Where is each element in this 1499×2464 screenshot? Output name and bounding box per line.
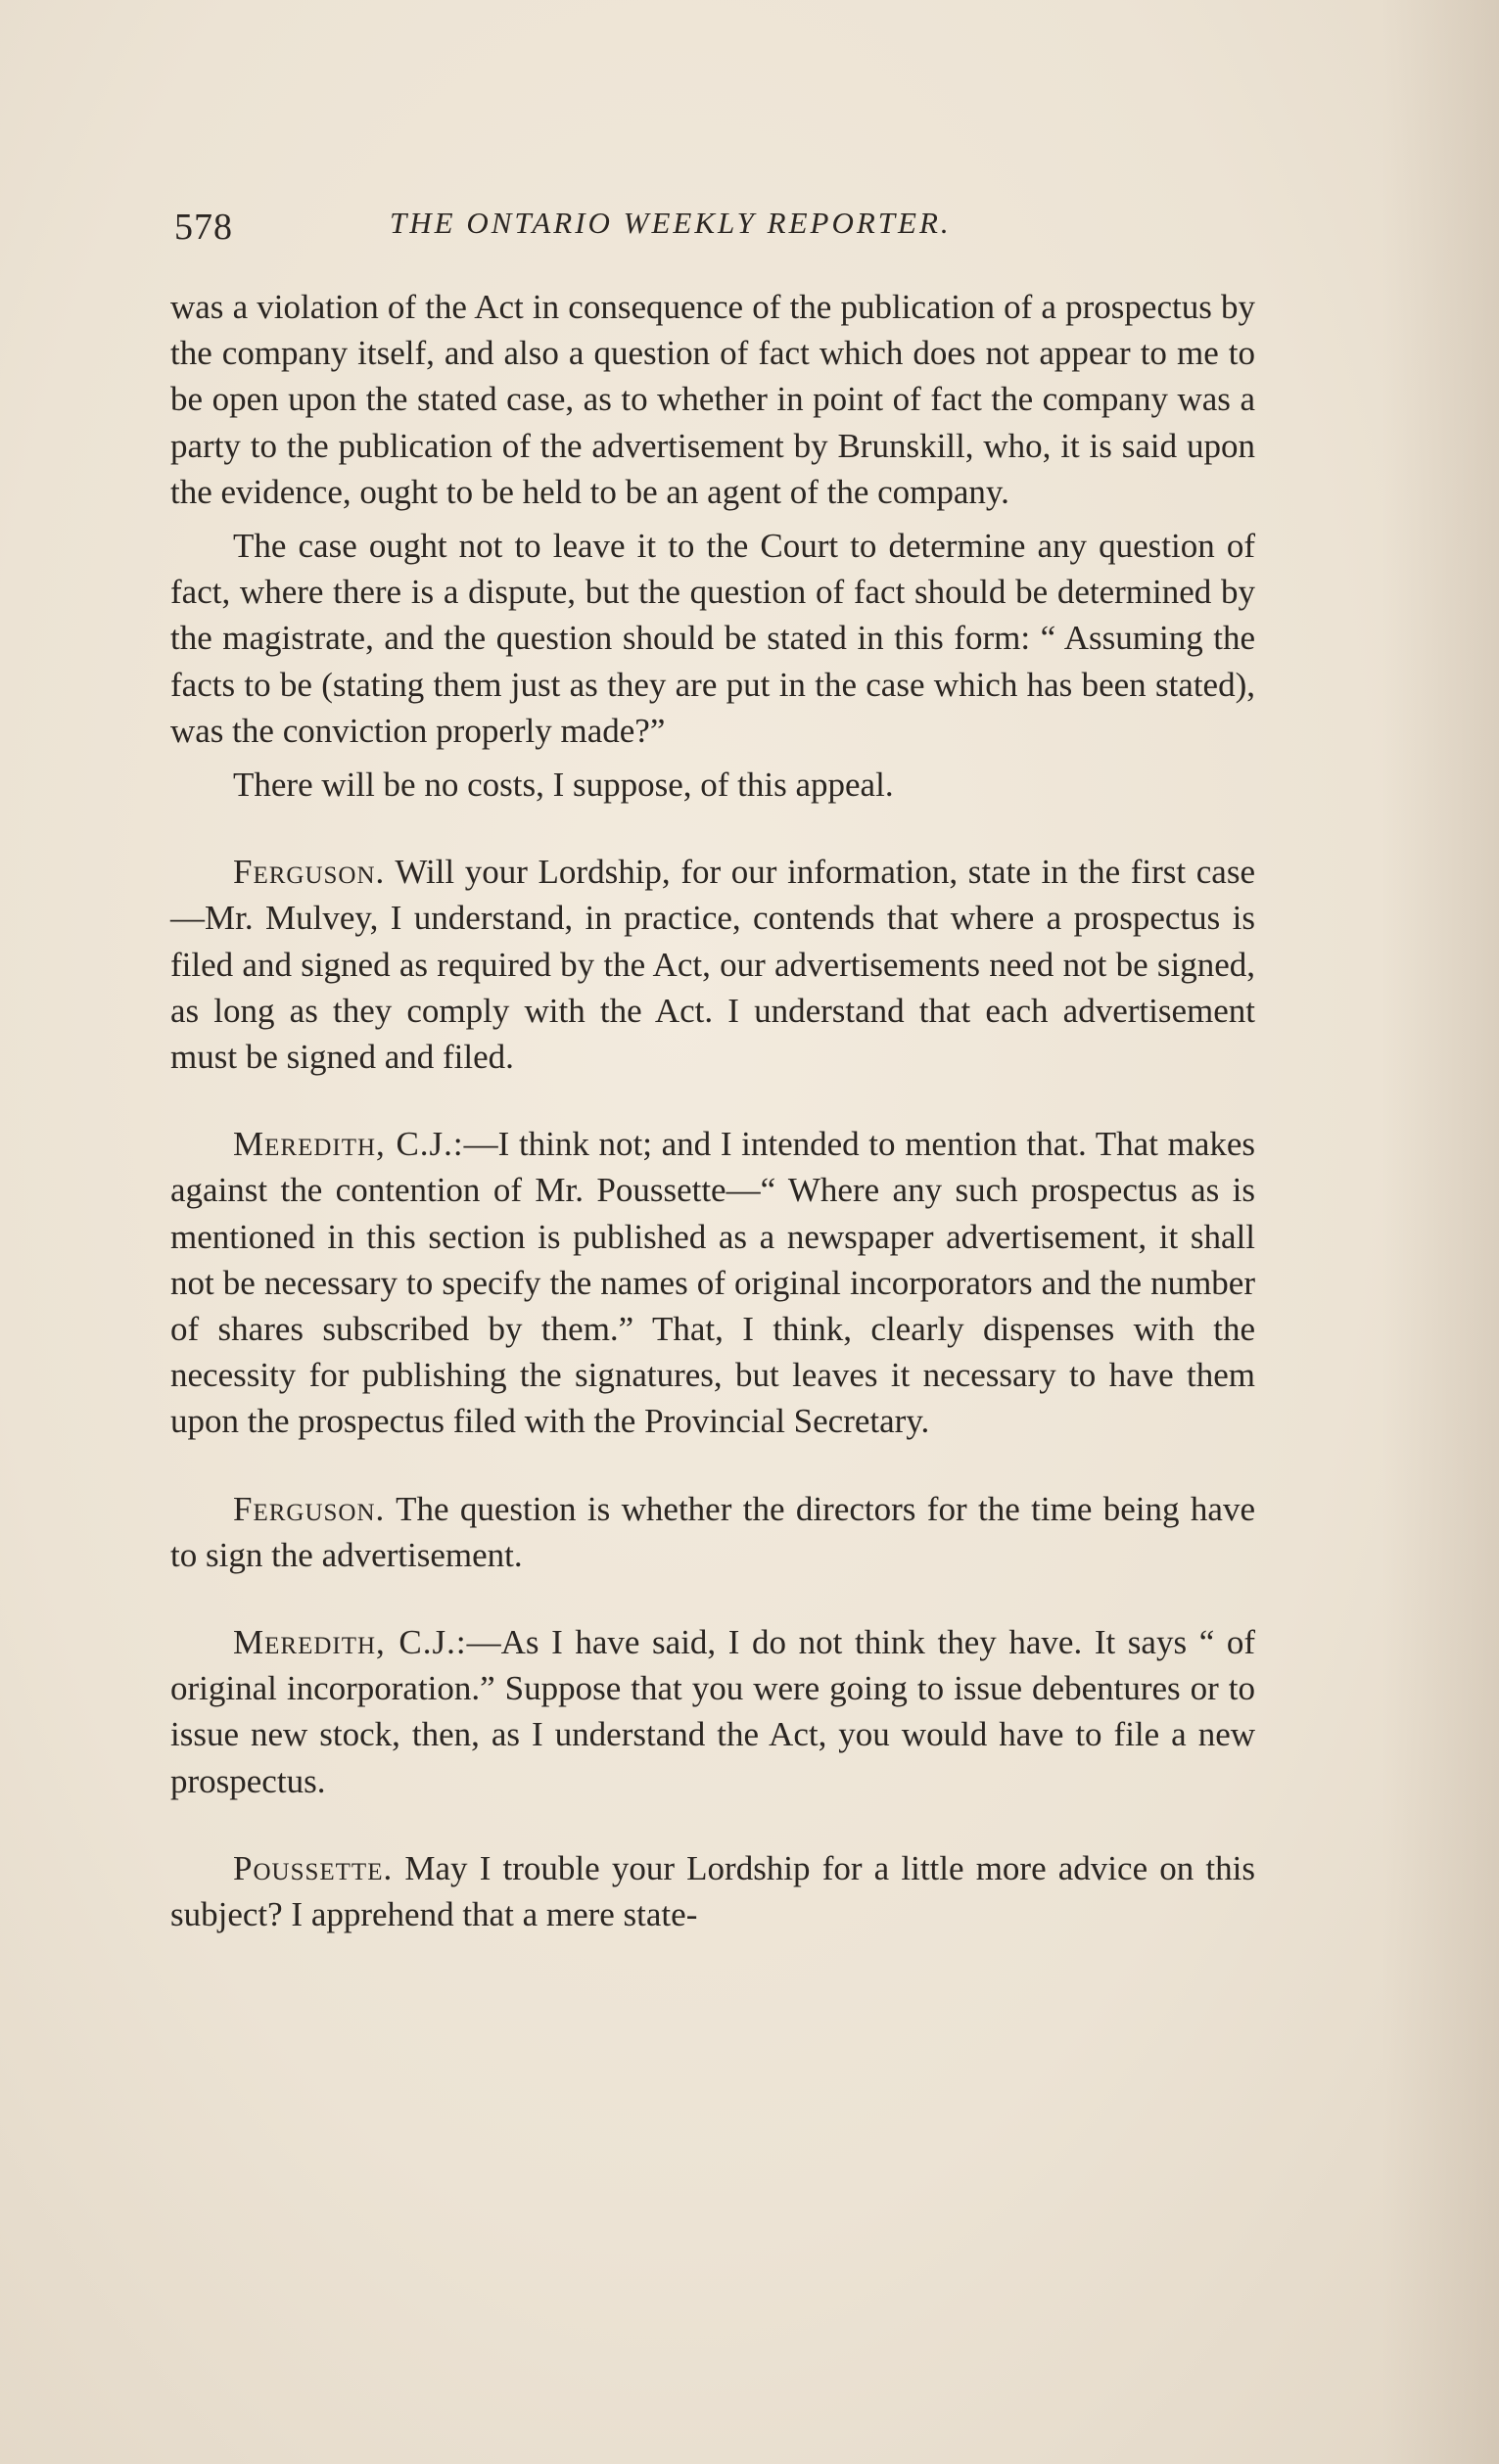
paragraph: There will be no costs, I suppose, of this appeal. [233, 766, 894, 805]
paragraph-text: Will your Lordship, for our information, state in the first case—Mr. Mulvey, I understand, in practice, contends that where a prospectus is filed and signed as required by the Act, our advertisements need not be signed, as long as they comply with the Act. I understand that each advertisement must be signed and filed. [170, 853, 1255, 1077]
speaker-name: Meredith, C.J.: [233, 1623, 467, 1662]
page-header [174, 206, 1261, 264]
paragraph [170, 1619, 1255, 1804]
page-edge-shadow [1382, 0, 1499, 2464]
paragraph-text: May I trouble your Lordship for a little more advice on this subject? I apprehend that a mere state- [170, 1848, 1256, 1934]
paragraph-text: —As I have said, I do not think they have. It says “ of original incorporation.” Suppose that you were going to issue debentures or to issue new stock, then, as I understand the Act, you would have to file a new prospectus. [170, 1623, 1255, 1800]
speaker-name: Ferguson. [233, 853, 386, 892]
paragraph [170, 1845, 1255, 1937]
paragraph [170, 1121, 1255, 1444]
paragraph: was a violation of the Act in consequence of the publication of a prospectus by the company itself, and also a question of fact which does not appear to me to be open upon the stated case, as to whether in point of fact the company was a party to the publication of the advertisement by Brunskill, who, it is said upon the evidence, ought to be held to be an agent of the company. [170, 288, 1255, 511]
paragraph [170, 1486, 1255, 1578]
running-title: THE ONTARIO WEEKLY REPORTER. [390, 206, 952, 240]
speaker-name: Poussette. [233, 1848, 394, 1887]
paragraph [170, 849, 1255, 1080]
paragraph: The case ought not to leave it to the Court to determine any question of fact, where there is a dispute, but the question of fact should be determined by the magistrate, and the question should be stated in this form: “ Assuming the facts to be (stating them just as they are put in the case which has been stated), was the conviction properly made?” [170, 527, 1255, 750]
paragraph-text: The question is whether the directors for the time being have to sign the advertisement. [170, 1489, 1255, 1574]
speaker-name: Ferguson. [233, 1489, 386, 1528]
speaker-name: Meredith, C.J.: [233, 1125, 464, 1164]
body-text [170, 284, 1255, 1937]
paragraph-text: —I think not; and I intended to mention that. That makes against the contention of Mr. Poussette—“ Where any such prospectus as is mentioned in this section is published as a newspaper advertisement, it shall not be necessary to specify the names of original incorporators and the number of shares subscribed by them.” That, I think, clearly dispenses with the necessity for publishing the signatures, but leaves it necessary to have them upon the prospectus filed with the Provincial Secretary. [170, 1125, 1256, 1441]
page-number: 578 [174, 207, 233, 248]
